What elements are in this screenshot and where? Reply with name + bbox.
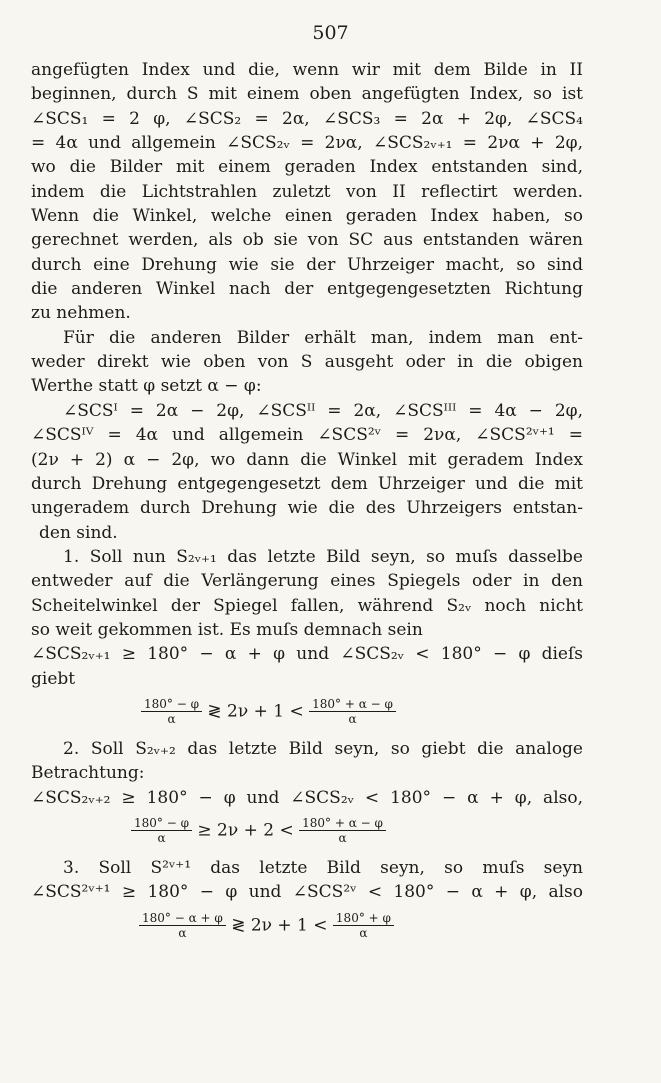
text-line: weder direkt wie oben von S ausgeht oder in die obigen bbox=[31, 352, 583, 373]
inequality-formula-1 bbox=[31, 691, 583, 731]
fraction-left: $\frac{180^\circ - \varphi}{\alpha}$ bbox=[131, 816, 192, 845]
text-line: = 4α und allgemein ∠SCS₂ᵥ = 2να, ∠SCS₂ᵥ₊₁ = 2να + 2φ, bbox=[31, 133, 583, 154]
inequality-formula-3 bbox=[31, 905, 583, 945]
text-line: indem die Lichtstrahlen zuletzt von II reflectirt werden. bbox=[31, 181, 583, 202]
text-line: beginnen, durch S mit einem oben angefügten Index, so ist bbox=[31, 84, 583, 105]
text-line: 2. Soll S₂ᵥ₊₂ das letzte Bild seyn, so giebt die analoge bbox=[63, 738, 583, 759]
text-line: giebt bbox=[31, 668, 76, 689]
formula-middle: ≷ 2ν + 1 < bbox=[231, 915, 328, 936]
text-line: wo die Bilder mit einem geraden Index entstanden sind, bbox=[31, 157, 583, 178]
text-line: den sind. bbox=[39, 522, 118, 543]
text-line: zu nehmen. bbox=[31, 303, 131, 324]
text-line: durch eine Drehung wie sie der Uhrzeiger macht, so sind bbox=[31, 254, 583, 275]
text-line: Für die anderen Bilder erhält man, indem man ent- bbox=[63, 327, 583, 348]
equation-line: ∠SCS²ᵛ⁺¹ ≥ 180° − φ und ∠SCS²ᵛ < 180° − α + φ, also bbox=[31, 882, 583, 903]
text-line: entweder auf die Verlängerung eines Spiegels oder in den bbox=[31, 571, 583, 592]
equation-line: ∠SCS₂ᵥ₊₂ ≥ 180° − φ und ∠SCS₂ᵥ < 180° − α + φ, also, bbox=[31, 787, 583, 808]
equation-line: ∠SCSᴵⱽ = 4α und allgemein ∠SCS²ᵛ = 2να, ∠SCS²ᵛ⁺¹ = bbox=[31, 425, 583, 446]
fraction-right: $\frac{180^\circ + \varphi}{\alpha}$ bbox=[333, 911, 394, 940]
formula-middle: ≷ 2ν + 1 < bbox=[207, 701, 304, 722]
equation-line: ∠SCSᴵ = 2α − 2φ, ∠SCSᴵᴵ = 2α, ∠SCSᴵᴵᴵ = 4α − 2φ, bbox=[63, 400, 583, 421]
fraction-right: $\frac{180^\circ + \alpha - \varphi}{\alpha}$ bbox=[309, 697, 396, 726]
text-line: 3. Soll S²ᵛ⁺¹ das letzte Bild seyn, so muſs seyn bbox=[63, 857, 583, 878]
page-number: 507 bbox=[312, 22, 349, 44]
text-line: so weit gekommen ist. Es muſs demnach sein bbox=[31, 619, 423, 640]
text-line: gerechnet werden, als ob sie von SC aus entstanden wären bbox=[31, 230, 583, 251]
fraction-left: $\frac{180^\circ - \varphi}{\alpha}$ bbox=[141, 697, 202, 726]
equation-line: ∠SCS₂ᵥ₊₁ ≥ 180° − α + φ und ∠SCS₂ᵥ < 180° − φ dieſs bbox=[31, 644, 583, 665]
text-line: durch Drehung entgegengesetzt dem Uhrzeiger und die mit bbox=[31, 473, 583, 494]
fraction-left: $\frac{180^\circ - \alpha + \varphi}{\alpha}$ bbox=[139, 911, 226, 940]
formula-middle: ≥ 2ν + 2 < bbox=[197, 820, 294, 841]
text-line: Werthe statt φ setzt α − φ: bbox=[31, 376, 262, 397]
text-line: die anderen Winkel nach der entgegengesetzten Richtung bbox=[31, 279, 583, 300]
body-text bbox=[31, 58, 583, 945]
text-line: angefügten Index und die, wenn wir mit dem Bilde in II bbox=[31, 60, 583, 80]
fraction-right: $\frac{180^\circ + \alpha - \varphi}{\alpha}$ bbox=[299, 816, 386, 845]
text-line: Betrachtung: bbox=[31, 763, 145, 784]
text-line: Wenn die Winkel, welche einen geraden Index haben, so bbox=[31, 206, 583, 227]
text-line: (2ν + 2) α − 2φ, wo dann die Winkel mit geradem Index bbox=[31, 449, 583, 470]
text-line: Scheitelwinkel der Spiegel fallen, während S₂ᵥ noch nicht bbox=[31, 595, 583, 616]
text-line: ∠SCS₁ = 2 φ, ∠SCS₂ = 2α, ∠SCS₃ = 2α + 2φ, ∠SCS₄ bbox=[31, 108, 583, 129]
inequality-formula-2 bbox=[31, 810, 583, 850]
text-line: 1. Soll nun S₂ᵥ₊₁ das letzte Bild seyn, so muſs dasselbe bbox=[63, 546, 583, 567]
text-line: ungeradem durch Drehung wie die des Uhrzeigers entstan- bbox=[31, 498, 583, 519]
